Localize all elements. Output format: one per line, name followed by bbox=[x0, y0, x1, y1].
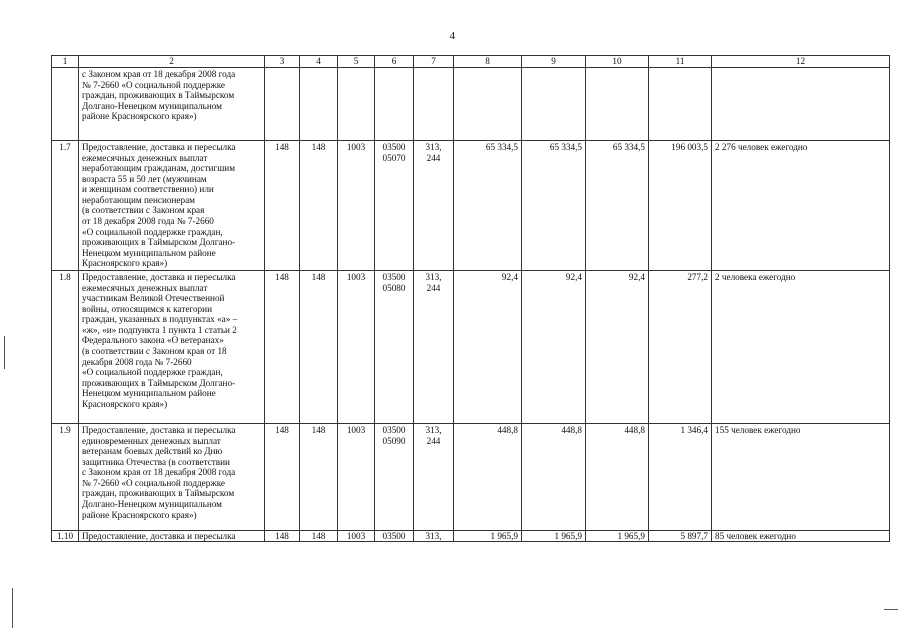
code-col-6-line: 03500 bbox=[382, 531, 406, 541]
code-col-4: 148 bbox=[300, 271, 338, 424]
header-col-10: 10 bbox=[586, 56, 649, 68]
row-description-line: граждан, указанных в подпунктах «а» – bbox=[82, 314, 238, 325]
amount-col-8: 1 965,9 bbox=[454, 531, 522, 542]
row-number bbox=[52, 68, 79, 141]
row-description bbox=[79, 531, 265, 542]
code-col-7-line: 313, bbox=[425, 142, 442, 152]
row-number: 1.8 bbox=[52, 271, 79, 424]
result-note: 2 человека ежегодно bbox=[712, 271, 890, 424]
code-col-5: 1003 bbox=[338, 141, 375, 271]
code-col-7-line: 244 bbox=[426, 435, 441, 446]
row-number: 1.10 bbox=[52, 531, 79, 542]
row-description-line: декабря 2008 года № 7-2660 bbox=[82, 356, 192, 367]
row-description-line: районе Красноярского края») bbox=[82, 111, 197, 122]
row-description-line: Предоставление, доставка и пересылка bbox=[82, 272, 236, 282]
table-row bbox=[52, 531, 890, 542]
code-col-7-line: 313, bbox=[425, 425, 442, 435]
code-col-6 bbox=[375, 271, 414, 424]
row-description-line: № 7-2660 «О социальной поддержке bbox=[82, 477, 226, 488]
row-description-line: неработающим пенсионерам bbox=[82, 194, 195, 205]
row-description-line: «О социальной поддержке граждан, bbox=[82, 367, 223, 378]
amount-col-8: 65 334,5 bbox=[454, 141, 522, 271]
amount-total: 196 003,5 bbox=[649, 141, 712, 271]
result-note: 155 человек ежегодно bbox=[712, 424, 890, 531]
code-col-6-line: 03500 bbox=[382, 425, 406, 435]
amount-col-9: 92,4 bbox=[522, 271, 586, 424]
code-col-6-line: 05080 bbox=[382, 282, 406, 293]
row-description-line: Федерального закона «О ветеранах» bbox=[82, 335, 224, 346]
code-col-4 bbox=[300, 68, 338, 141]
code-col-7 bbox=[414, 68, 454, 141]
row-description-line: участникам Великой Отечественной bbox=[82, 293, 225, 304]
result-note: 85 человек ежегодно bbox=[712, 531, 890, 542]
code-col-7 bbox=[414, 531, 454, 542]
row-description-line: Красноярского края») bbox=[82, 398, 168, 409]
right-margin-mark bbox=[884, 609, 898, 610]
row-description-line: Долгано-Ненецком муниципальном bbox=[82, 100, 222, 111]
code-col-7-line: 244 bbox=[426, 282, 441, 293]
header-col-8: 8 bbox=[454, 56, 522, 68]
code-col-4: 148 bbox=[300, 141, 338, 271]
code-col-7-line: 313, bbox=[425, 531, 442, 541]
row-description-line: единовременных денежных выплат bbox=[82, 435, 221, 446]
amount-col-9: 65 334,5 bbox=[522, 141, 586, 271]
header-col-11: 11 bbox=[649, 56, 712, 68]
table-header-row bbox=[52, 56, 890, 68]
left-margin-mark bbox=[4, 336, 5, 369]
amount-col-10 bbox=[586, 68, 649, 141]
row-description bbox=[79, 271, 265, 424]
code-col-5 bbox=[338, 68, 375, 141]
row-description-line: Красноярского края») bbox=[82, 258, 168, 269]
code-col-3: 148 bbox=[265, 531, 300, 542]
code-col-7 bbox=[414, 141, 454, 271]
header-col-12: 12 bbox=[712, 56, 890, 68]
code-col-6-line: 05090 bbox=[382, 435, 406, 446]
row-description-line: № 7-2660 «О социальной поддержке bbox=[82, 79, 226, 90]
code-col-6 bbox=[375, 424, 414, 531]
code-col-6-line: 03500 bbox=[382, 272, 406, 282]
code-col-6 bbox=[375, 68, 414, 141]
row-description-line: «ж», «и» подпункта 1 пункта 1 статьи 2 bbox=[82, 324, 237, 335]
code-col-4: 148 bbox=[300, 424, 338, 531]
code-col-3: 148 bbox=[265, 424, 300, 531]
row-description-line: ежемесячных денежных выплат bbox=[82, 282, 208, 293]
row-description-line: районе Красноярского края») bbox=[82, 509, 197, 520]
amount-total: 277,2 bbox=[649, 271, 712, 424]
header-col-6: 6 bbox=[375, 56, 414, 68]
code-col-7 bbox=[414, 424, 454, 531]
code-col-7-line: 313, bbox=[425, 272, 442, 282]
code-col-3: 148 bbox=[265, 271, 300, 424]
amount-col-10: 1 965,9 bbox=[586, 531, 649, 542]
table-row bbox=[52, 141, 890, 271]
code-col-6 bbox=[375, 531, 414, 542]
amount-total: 5 897,7 bbox=[649, 531, 712, 542]
table-row bbox=[52, 424, 890, 531]
row-description-line: проживающих в Таймырском Долгано- bbox=[82, 237, 236, 248]
header-col-7: 7 bbox=[414, 56, 454, 68]
table-row bbox=[52, 68, 890, 141]
header-col-4: 4 bbox=[300, 56, 338, 68]
budget-table bbox=[51, 55, 890, 542]
header-col-2: 2 bbox=[79, 56, 265, 68]
code-col-3 bbox=[265, 68, 300, 141]
page-number: 4 bbox=[449, 30, 456, 42]
row-description bbox=[79, 68, 265, 141]
left-margin-mark-lower bbox=[12, 588, 13, 628]
row-description bbox=[79, 424, 265, 531]
row-description-line: возраста 55 и 50 лет (мужчинам bbox=[82, 173, 207, 184]
amount-col-8: 92,4 bbox=[454, 271, 522, 424]
header-col-3: 3 bbox=[265, 56, 300, 68]
row-description-line: с Законом края от 18 декабря 2008 года bbox=[82, 69, 236, 79]
row-description-line: Ненецком муниципальном районе bbox=[82, 247, 216, 258]
result-note bbox=[712, 68, 890, 141]
code-col-4: 148 bbox=[300, 531, 338, 542]
row-description-line: (в соответствии с Законом края bbox=[82, 205, 205, 216]
amount-col-9: 448,8 bbox=[522, 424, 586, 531]
table-body bbox=[52, 56, 890, 542]
amount-total bbox=[649, 68, 712, 141]
row-description-line: неработающим гражданам, достигшим bbox=[82, 163, 236, 174]
code-col-7-line: 244 bbox=[426, 152, 441, 163]
row-description-line: проживающих в Таймырском Долгано- bbox=[82, 377, 236, 388]
header-col-1: 1 bbox=[52, 56, 79, 68]
code-col-6 bbox=[375, 141, 414, 271]
row-description-line: Предоставление, доставка и пересылка bbox=[82, 425, 236, 435]
code-col-5: 1003 bbox=[338, 271, 375, 424]
row-number: 1.9 bbox=[52, 424, 79, 531]
row-description-line: ветеранам боевых действий ко Дню bbox=[82, 446, 223, 457]
code-col-5: 1003 bbox=[338, 424, 375, 531]
amount-col-8: 448,8 bbox=[454, 424, 522, 531]
code-col-5: 1003 bbox=[338, 531, 375, 542]
row-description-line: «О социальной поддержке граждан, bbox=[82, 226, 223, 237]
row-description-line: и женщинам соответственно) или bbox=[82, 184, 214, 195]
header-col-9: 9 bbox=[522, 56, 586, 68]
row-description-line: ежемесячных денежных выплат bbox=[82, 152, 208, 163]
row-number: 1.7 bbox=[52, 141, 79, 271]
row-description-line: от 18 декабря 2008 года № 7-2660 bbox=[82, 216, 214, 227]
amount-col-10: 448,8 bbox=[586, 424, 649, 531]
row-description-line: Предоставление, доставка и пересылка bbox=[82, 142, 236, 152]
table-row bbox=[52, 271, 890, 424]
row-description bbox=[79, 141, 265, 271]
row-description-line: войны, относящимся к категории bbox=[82, 303, 212, 314]
amount-col-10: 92,4 bbox=[586, 271, 649, 424]
row-description-line: Долгано-Ненецком муниципальном bbox=[82, 499, 222, 510]
code-col-6-line: 05070 bbox=[382, 152, 406, 163]
amount-col-9: 1 965,9 bbox=[522, 531, 586, 542]
row-description-line: граждан, проживающих в Таймырском bbox=[82, 488, 235, 499]
row-description-line: граждан, проживающих в Таймырском bbox=[82, 90, 235, 101]
amount-col-9 bbox=[522, 68, 586, 141]
row-description-line: с Законом края от 18 декабря 2008 года bbox=[82, 467, 236, 478]
amount-col-8 bbox=[454, 68, 522, 141]
header-col-5: 5 bbox=[338, 56, 375, 68]
code-col-6-line: 03500 bbox=[382, 142, 406, 152]
amount-total: 1 346,4 bbox=[649, 424, 712, 531]
code-col-7 bbox=[414, 271, 454, 424]
row-description-line: (в соответствии с Законом края от 18 bbox=[82, 346, 227, 357]
row-description-line: Предоставление, доставка и пересылка bbox=[82, 531, 236, 541]
result-note: 2 276 человек ежегодно bbox=[712, 141, 890, 271]
row-description-line: защитника Отечества (в соответствии bbox=[82, 456, 230, 467]
amount-col-10: 65 334,5 bbox=[586, 141, 649, 271]
code-col-3: 148 bbox=[265, 141, 300, 271]
row-description-line: Ненецком муниципальном районе bbox=[82, 388, 216, 399]
